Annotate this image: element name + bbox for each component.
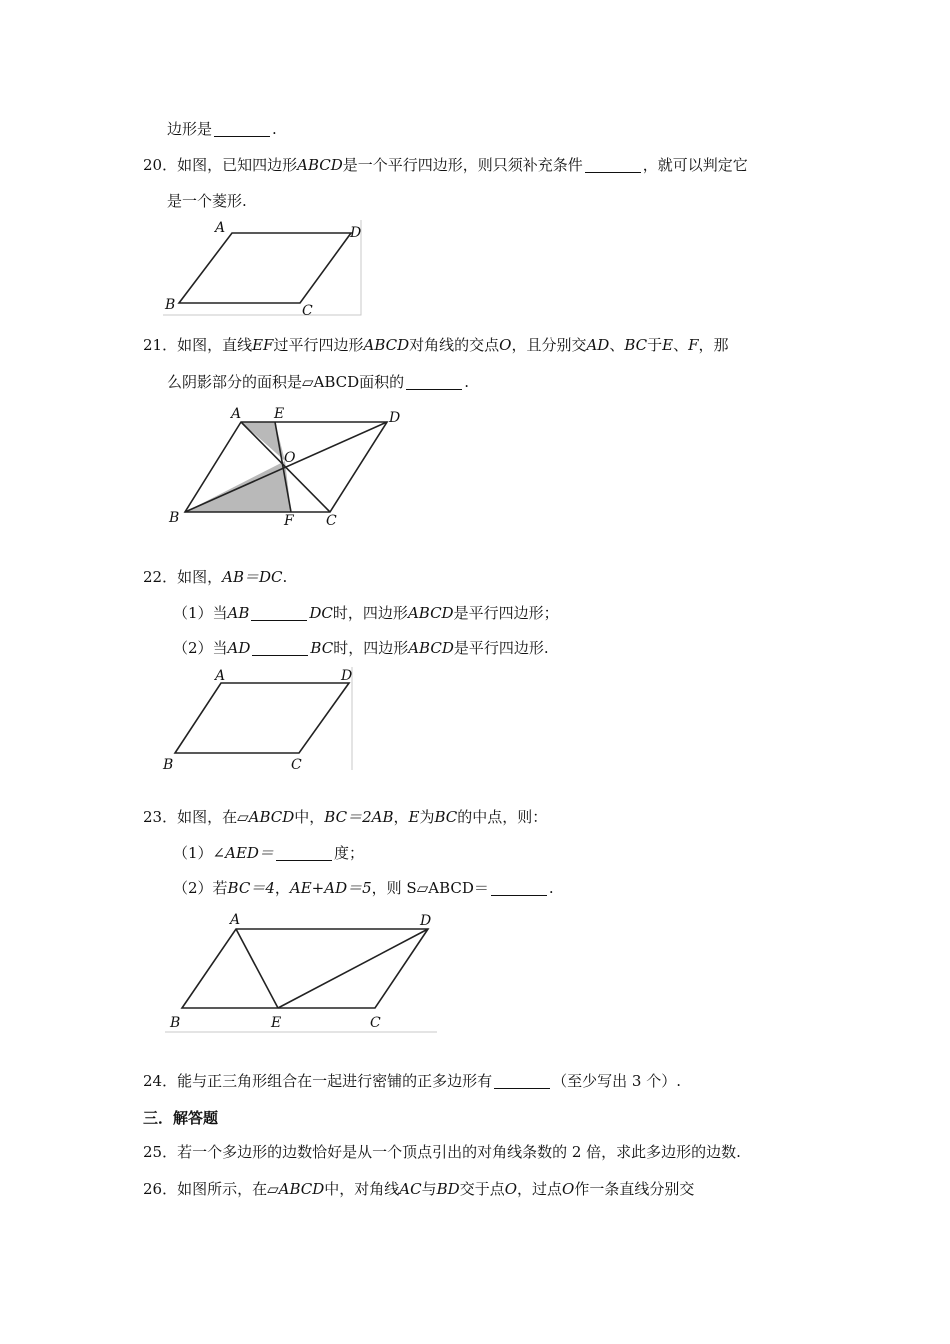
text-fragment: ，过点 (517, 1180, 563, 1198)
question-24 (143, 1071, 681, 1091)
text-fragment: 么阴影部分的面积是▱ABCD面积的 (167, 373, 405, 391)
answer-blank[interactable] (491, 880, 547, 896)
parallelogram-abcd (179, 233, 351, 303)
text-fragment: 、 (673, 336, 689, 354)
label-a: A (230, 912, 241, 928)
text-fragment: ABCD (408, 639, 454, 657)
text-fragment: AB (227, 604, 250, 622)
text-fragment: BD (436, 1180, 460, 1198)
text-fragment: 过平行四边形 (273, 336, 364, 354)
answer-blank[interactable] (494, 1073, 550, 1089)
text-fragment: DC (309, 604, 333, 622)
label-f: F (284, 513, 294, 529)
text-fragment: ABCD (363, 336, 410, 354)
label-c: C (326, 513, 337, 529)
text-fragment: ABCD (297, 156, 343, 174)
figure-22 (163, 665, 358, 775)
text-fragment: EF (252, 336, 274, 354)
text-fragment: 中， (294, 808, 325, 826)
answer-blank[interactable] (252, 640, 308, 656)
answer-blank[interactable] (251, 605, 307, 621)
text-fragment: （2）当 (173, 639, 228, 657)
text-fragment: 22． (143, 568, 178, 586)
label-c: C (302, 303, 313, 319)
text-fragment: 是一个平行四边形，则只须补充条件 (342, 156, 583, 174)
text-fragment: O (499, 336, 512, 354)
label-a: A (215, 220, 226, 236)
text-fragment: 为 (419, 808, 435, 826)
text-fragment: 交于点 (459, 1180, 505, 1198)
text-fragment: 作一条直线分别交 (574, 1180, 695, 1198)
question-21-line2 (167, 372, 469, 392)
text-fragment: 与 (421, 1180, 437, 1198)
label-c: C (370, 1015, 381, 1031)
text-fragment: 如图所示，在▱ (177, 1180, 279, 1198)
segment-ae (236, 929, 278, 1008)
question-21-line1 (143, 335, 729, 355)
figure-frame (163, 220, 361, 315)
text-fragment: 是平行四边形； (453, 604, 559, 622)
text-fragment: 20． (143, 156, 178, 174)
question-22-part2 (173, 638, 549, 658)
label-c: C (291, 757, 302, 773)
label-a: A (215, 668, 226, 684)
text-fragment: O (504, 1180, 518, 1198)
text-fragment: AC (399, 1180, 422, 1198)
figure-21 (163, 403, 413, 528)
text-fragment: ， (393, 808, 409, 826)
text-fragment: ABCD (278, 1180, 325, 1198)
text-fragment: AE+AD＝5 (289, 879, 372, 897)
text-fragment: ，就可以判定它 (642, 156, 748, 174)
text-fragment: AB＝DC (222, 568, 283, 586)
segment-ed (278, 929, 428, 1008)
text-fragment: BC (434, 808, 458, 826)
text-fragment: （1） (173, 844, 213, 862)
text-fragment: . (548, 879, 554, 897)
text-fragment: ，那 (698, 336, 729, 354)
parallelogram-abcd (182, 929, 428, 1008)
text-fragment: 边形是 (167, 120, 213, 138)
answer-blank[interactable] (585, 157, 641, 173)
text-fragment: 、 (609, 336, 625, 354)
text-fragment: 如图，已知四边形 (177, 156, 298, 174)
label-b: B (169, 510, 180, 526)
text-fragment: E (662, 336, 674, 354)
text-fragment: 于 (647, 336, 663, 354)
q19-tail (167, 119, 277, 139)
text-fragment: 26． (143, 1180, 178, 1198)
text-fragment: AD (227, 639, 251, 657)
text-fragment: F (688, 336, 699, 354)
answer-blank[interactable] (406, 374, 462, 390)
text-fragment: BC＝2AB (324, 808, 394, 826)
text-fragment: 如图，在▱ (177, 808, 249, 826)
question-23-line1 (143, 807, 547, 827)
text-fragment: AD (586, 336, 610, 354)
text-fragment: 时，四边形 (333, 639, 409, 657)
text-fragment: 是平行四边形. (453, 639, 549, 657)
text-fragment: . (282, 568, 288, 586)
text-fragment: 是一个菱形. (167, 192, 247, 210)
text-fragment: 对角线的交点 (409, 336, 500, 354)
label-b: B (165, 297, 176, 313)
text-fragment: 的中点，则： (457, 808, 548, 826)
label-d: D (420, 913, 432, 929)
text-fragment: ABCD (407, 604, 454, 622)
text-fragment: ，则 S▱ABCD＝ (371, 879, 489, 897)
label-b: B (170, 1015, 181, 1031)
question-20-line1 (143, 155, 748, 175)
answer-blank[interactable] (214, 121, 270, 137)
label-d: D (341, 668, 353, 684)
text-fragment: 24． (143, 1072, 178, 1090)
label-d: D (350, 225, 362, 241)
text-fragment: 如图，直线 (177, 336, 253, 354)
figure-23 (163, 908, 443, 1036)
text-fragment: ，且分别交 (511, 336, 587, 354)
text-fragment: O (562, 1180, 575, 1198)
answer-blank[interactable] (276, 845, 332, 861)
text-fragment: （1）当 (173, 604, 228, 622)
text-fragment: 23． (143, 808, 178, 826)
text-fragment: BC (310, 639, 334, 657)
text-fragment: BC (624, 336, 648, 354)
text-fragment: ∠AED＝ (212, 844, 274, 862)
figure-20 (163, 218, 363, 318)
text-fragment: . (464, 373, 469, 391)
text-fragment: 度； (333, 844, 364, 862)
text-fragment: E (408, 808, 420, 826)
question-25 (143, 1142, 741, 1162)
text-fragment: 如图， (177, 568, 223, 586)
label-d: D (389, 410, 401, 426)
label-e: E (274, 406, 285, 422)
label-o: O (284, 450, 296, 466)
text-fragment: （至少写出 3 个）. (552, 1072, 681, 1090)
text-fragment: （2）若 (173, 879, 228, 897)
question-26 (143, 1179, 694, 1199)
label-b: B (163, 757, 174, 773)
text-fragment: 25． (143, 1143, 178, 1161)
text-fragment: 能与正三角形组合在一起进行密铺的正多边形有 (177, 1072, 493, 1090)
text-fragment: ， (274, 879, 290, 897)
text-fragment: 若一个多边形的边数恰好是从一个顶点引出的对角线条数的 2 倍，求此多边形的边数. (177, 1143, 741, 1161)
question-23-part2 (173, 878, 554, 898)
parallelogram-abcd (175, 683, 349, 753)
label-a: A (231, 406, 242, 422)
text-fragment: 中，对角线 (324, 1180, 400, 1198)
label-e: E (271, 1015, 282, 1031)
question-20-line2 (167, 191, 247, 211)
text-fragment: ABCD (248, 808, 295, 826)
text-fragment: BC＝4 (227, 879, 275, 897)
text-fragment: 时，四边形 (332, 604, 408, 622)
section-title: 三．解答题 (143, 1109, 219, 1127)
text-fragment: . (272, 120, 277, 138)
question-22-line1 (143, 567, 287, 587)
text-fragment: 21． (143, 336, 178, 354)
question-22-part1 (173, 603, 559, 623)
question-23-part1 (173, 843, 364, 863)
